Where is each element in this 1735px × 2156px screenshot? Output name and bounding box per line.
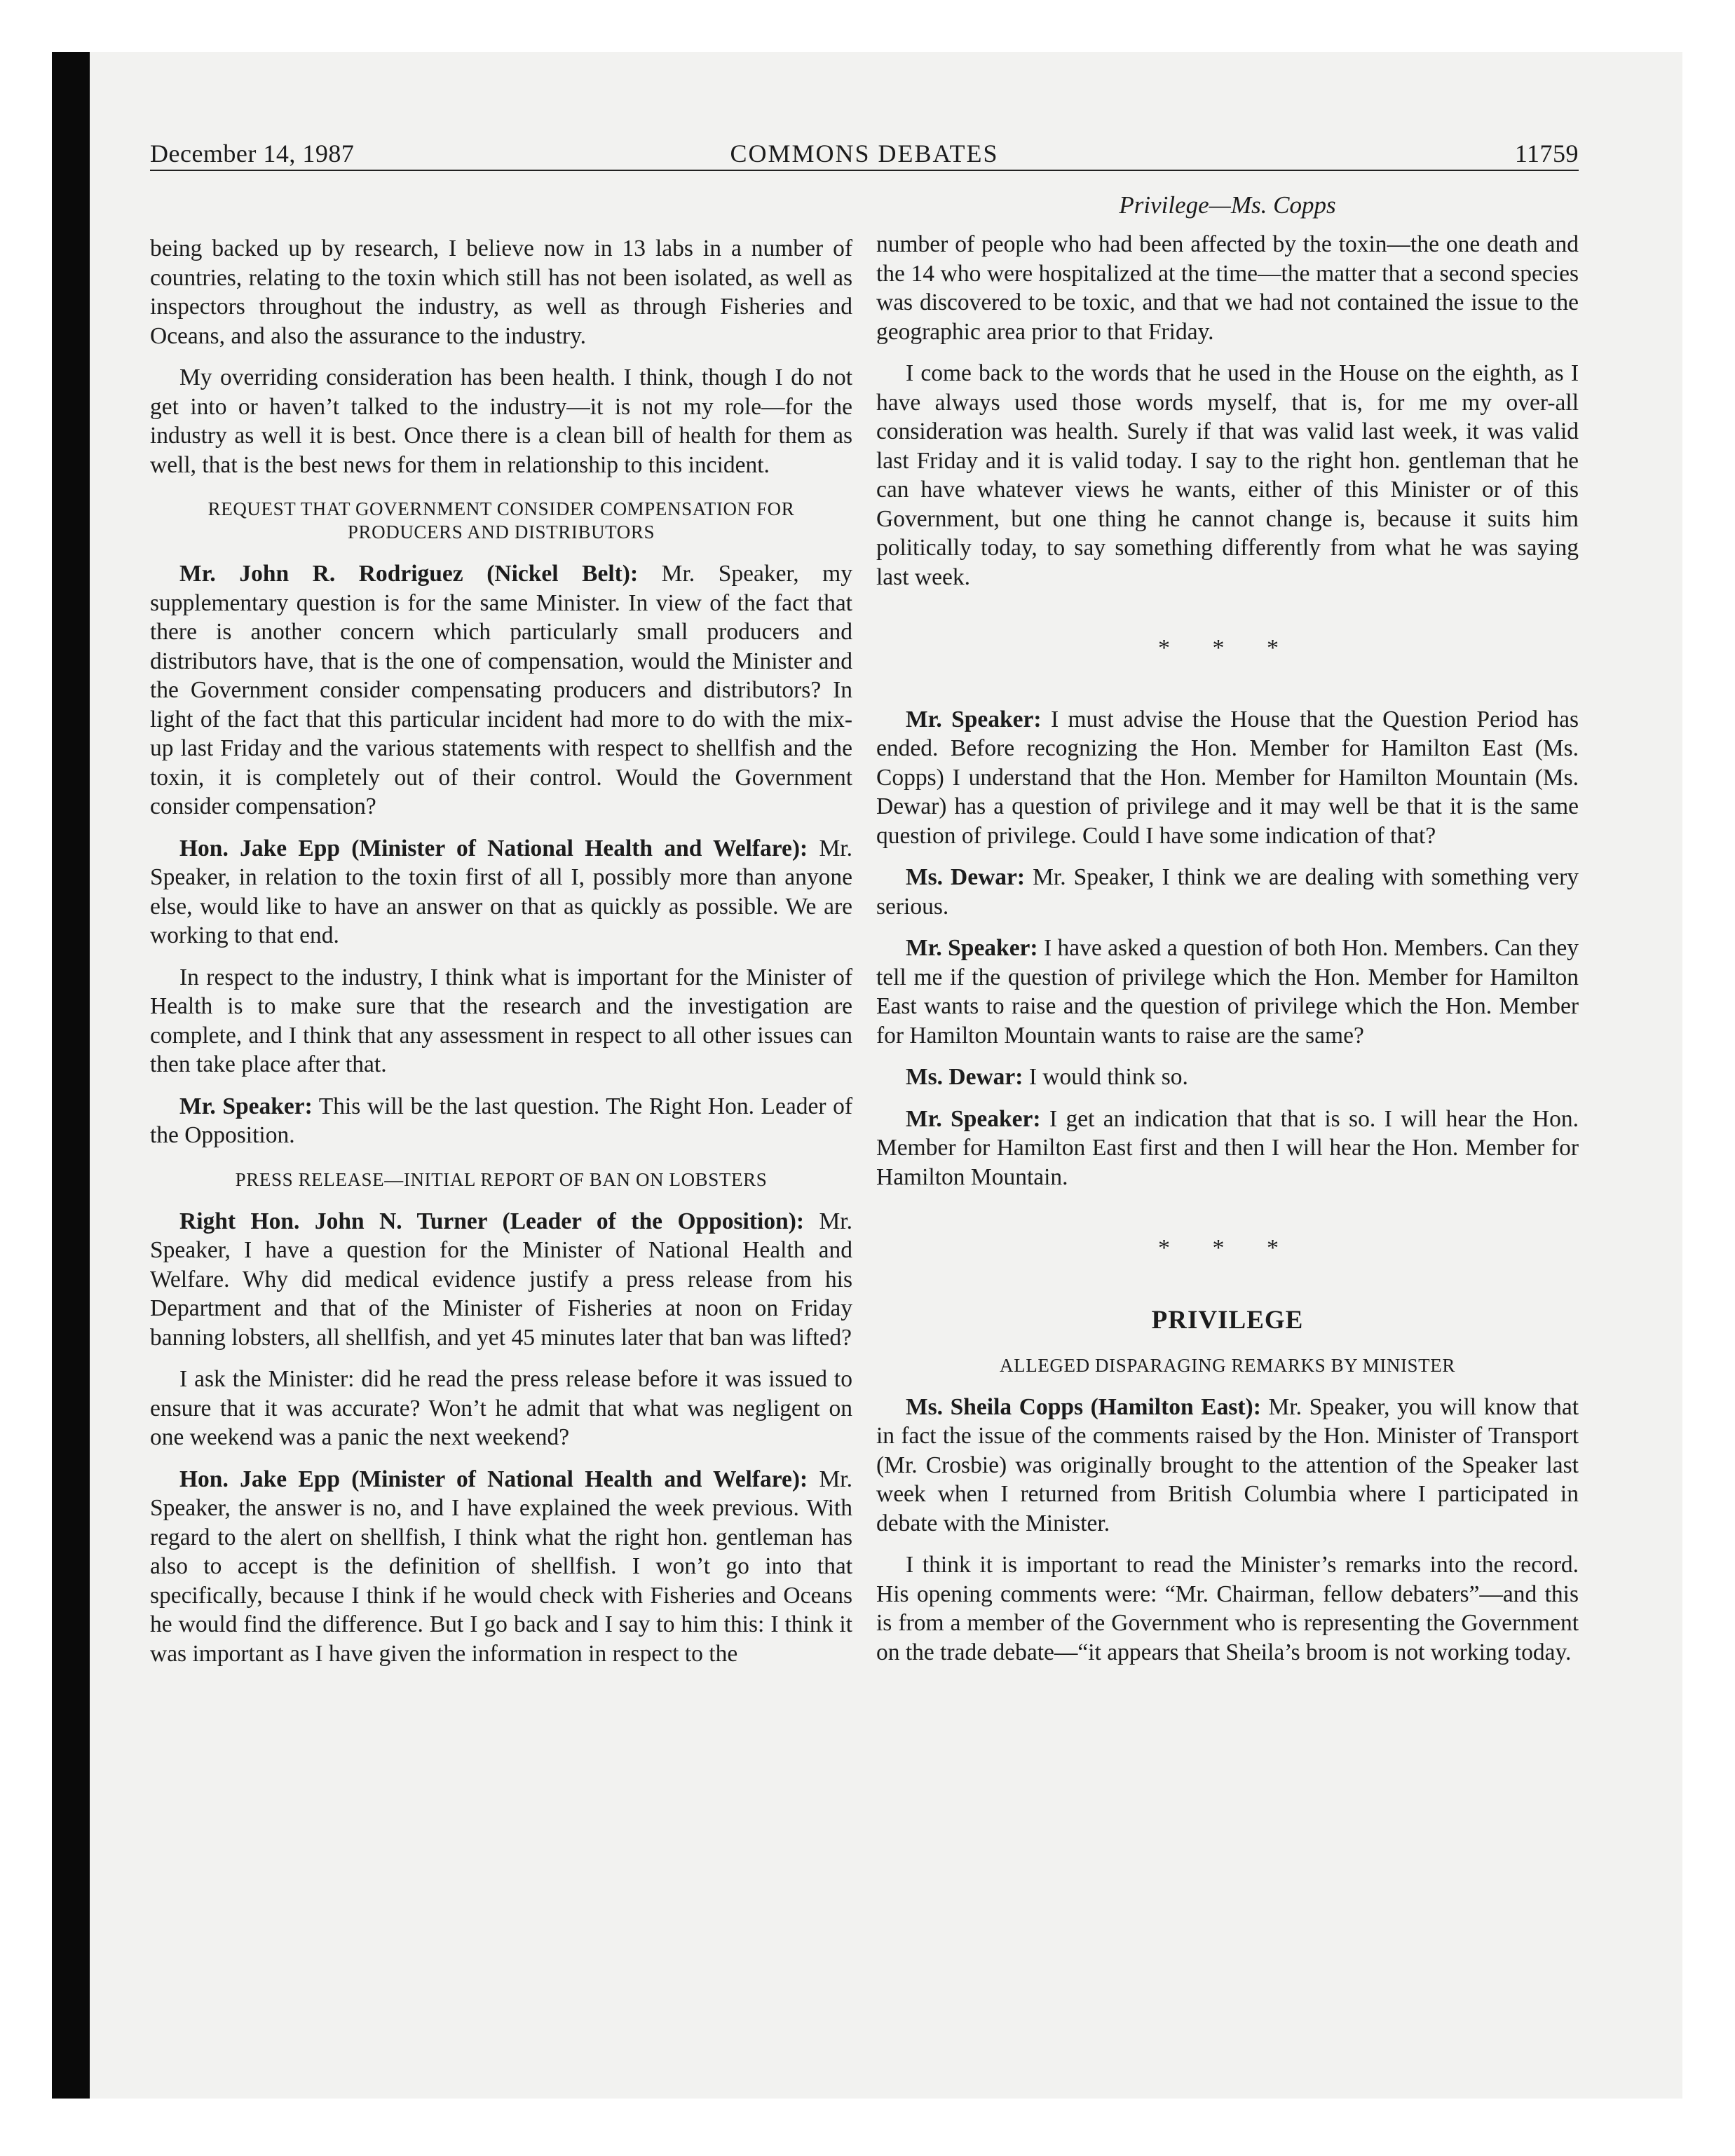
binding-edge [52, 52, 90, 2099]
paragraph [150, 1092, 852, 1150]
asterisk-separator: * * * [1158, 635, 1297, 661]
speech-text: I must advise the House that the Question Period has ended. Before recognizing the Hon. Member for Hamilton East (Ms. Copps) I understand that the Hon. Member for Hamilton Mountain (Ms. Dewar) has a question of privilege and it may well be that it is the same question of privilege. Could I have some indication of that? [876, 706, 1579, 849]
paragraph [150, 559, 852, 821]
paragraph: I think it is important to read the Minister’s remarks into the record. His opening comments were: “Mr. Chairman, fellow debaters”—and this is from a member of the Government who is representing the Government on the trade debate—“it appears that Sheila’s broom is not working today. [876, 1552, 1579, 1665]
speech-text: Mr. Speaker, I have a question for the Minister of National Health and Welfare. Why did medical evidence justify a press release from his Department and that of the Minister of Fisheries at noon on Friday banning lobsters, all shellfish, and yet 45 minutes later that ban was lifted? [150, 1208, 852, 1351]
speaker-name: Hon. Jake Epp (Minister of National Health and Welfare): [179, 1466, 808, 1492]
speech-text: Mr. Speaker, the answer is no, and I have explained the week previous. With regard to the alert on shellfish, I think what the right hon. gentleman has also to accept is the definition of shellfish. I won’t go into that specifically, because I think if he would check with Fisheries and Oceans he would find the difference. But I go back and I say to him this: I think it was important as I have given the information in respect to the [150, 1466, 852, 1667]
speaker-name: Mr. Speaker: [906, 1105, 1041, 1132]
paragraph: I come back to the words that he used in the House on the eighth, as I have always used those words myself, that is, for me my over-all consideration was health. Surely if that was valid last week, it was valid last Friday and it is valid today. I say to the right hon. gentleman that he can have whatever views he wants, either of this Minister or of this Government, but one thing he cannot change is, because it suits him politically today, to say something differently from what he was saying last week. [876, 360, 1579, 590]
paragraph [876, 934, 1579, 1050]
paragraph [150, 1465, 852, 1669]
paragraph: number of people who had been affected by the toxin—the one death and the 14 who were hospitalized at the time—the matter that a second species was discovered to be toxic, and that we had not contained the issue to the geographic area prior to that Friday. [876, 231, 1579, 345]
speech-text: I would think so. [1023, 1064, 1188, 1090]
speaker-name: Mr. John R. Rodriguez (Nickel Belt): [179, 561, 639, 587]
speaker-name: Mr. Speaker: [906, 706, 1042, 732]
speaker-name: Ms. Dewar: [906, 864, 1026, 890]
speaker-name: Mr. Speaker: [906, 935, 1038, 961]
section-kicker: Privilege—Ms. Copps [1119, 191, 1336, 219]
paragraph [876, 1063, 1579, 1092]
header-publication: COMMONS DEBATES [730, 139, 999, 168]
subject-heading: PRESS RELEASE—INITIAL REPORT OF BAN ON LOBSTERS [235, 1168, 768, 1190]
section-title: PRIVILEGE [1151, 1305, 1304, 1335]
paragraph: being backed up by research, I believe now in 13 labs in a number of countries, relating to the toxin which still has not been isolated, as well as inspectors throughout the industry, as well as through Fisheries and Oceans, and also the assurance to the industry. [150, 236, 852, 349]
paragraph: My overriding consideration has been health. I think, though I do not get into or haven’t talked to the industry—it is not my role—for the industry as well it is best. Once there is a clean bill of health for them as well, that is the best news for them in relationship to this incident. [150, 364, 852, 478]
header-page-number: 11759 [1514, 139, 1579, 168]
paragraph: In respect to the industry, I think what is important for the Minister of Health is to make sure that the research and the investigation are complete, and I think that any assessment in respect to all other issues can then take place after that. [150, 964, 852, 1077]
asterisk-separator: * * * [1158, 1235, 1297, 1261]
paragraph [150, 1207, 852, 1353]
left-column [150, 234, 852, 1668]
speaker-name: Mr. Speaker: [179, 1093, 313, 1119]
subject-heading: ALLEGED DISPARAGING REMARKS BY MINISTER [1000, 1354, 1455, 1376]
right-column [876, 191, 1579, 1667]
paragraph [876, 1393, 1579, 1538]
running-head [150, 136, 1579, 171]
paragraph [876, 863, 1579, 921]
speech-text: Mr. Speaker, in relation to the toxin first of all I, possibly more than anyone else, would like to have an answer on that as quickly as possible. We are working to that end. [150, 835, 852, 948]
paragraph [876, 1105, 1579, 1192]
subject-heading: REQUEST THAT GOVERNMENT CONSIDER COMPENSATION FOR PRODUCERS AND DISTRIBUTORS [207, 498, 795, 543]
speech-text: Mr. Speaker, my supplementary question is for the same Minister. In view of the fact that there is another concern which particularly small producers and distributors have, that is the one of compensation, would the Minister and the Government consider compensating producers and distributors? In light of the fact that this particular incident had more to do with the mix-up last Friday and the various statements with respect to shellfish and the toxin, it is completely out of their control. Would the Government consider compensation? [150, 561, 852, 819]
speech-text: Mr. Speaker, you will know that in fact the issue of the comments raised by the Hon. Minister of Transport (Mr. Crosbie) was originally brought to the attention of the Speaker last week when I returned from British Columbia where I participated in debate with the Minister. [876, 1393, 1579, 1536]
speech-text: Mr. Speaker, I think we are dealing with something very serious. [876, 864, 1579, 920]
paragraph [876, 705, 1579, 851]
speech-text: I get an indication that that is so. I will hear the Hon. Member for Hamilton East first and then I will hear the Hon. Member for Hamilton Mountain. [876, 1105, 1579, 1190]
speaker-name: Ms. Sheila Copps (Hamilton East): [906, 1393, 1261, 1420]
speaker-name: Hon. Jake Epp (Minister of National Health and Welfare): [179, 835, 808, 861]
header-date: December 14, 1987 [150, 139, 355, 168]
header-rule [150, 170, 1579, 171]
speech-text: I have asked a question of both Hon. Members. Can they tell me if the question of privilege which the Hon. Member for Hamilton East wants to raise and the question of privilege which the Hon. Member for Hamilton Mountain wants to raise are the same? [876, 935, 1579, 1049]
paragraph: I ask the Minister: did he read the press release before it was issued to ensure that it was accurate? Won’t he admit that what was negligent on one weekend was a panic the next weekend? [150, 1366, 852, 1450]
speaker-name: Right Hon. John N. Turner (Leader of the Opposition): [179, 1208, 805, 1234]
paragraph [150, 834, 852, 950]
speaker-name: Ms. Dewar: [906, 1064, 1023, 1090]
speech-text: This will be the last question. The Right Hon. Leader of the Opposition. [150, 1093, 852, 1148]
